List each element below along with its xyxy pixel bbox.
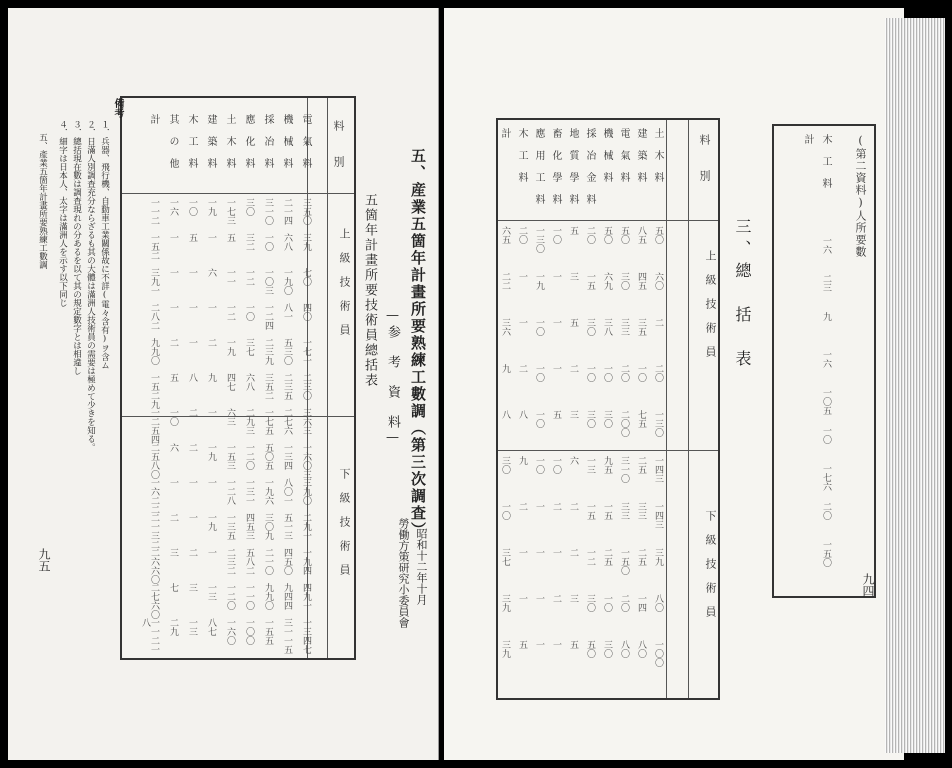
- left_page-table-cell: 八一: [282, 303, 292, 321]
- left_page-table-cell: 二三〇: [301, 373, 311, 400]
- left_page-table-cell: 六: [206, 268, 216, 277]
- left_page-table-cell: 一三四: [282, 443, 292, 470]
- left_page-table-cell: 二九一: [301, 513, 311, 540]
- left-page-number: 九五: [37, 548, 51, 572]
- left_page-row-label: 應 化 料: [243, 114, 254, 169]
- right_page-table-cell: 三三: [636, 502, 646, 520]
- left-table-header-upper: 上 級 技 術 員: [338, 228, 351, 336]
- left_page-table-cell: 六八: [244, 373, 254, 391]
- right_page-table-cell: 三: [568, 410, 578, 419]
- left_page-table-cell: 三九一: [149, 268, 159, 295]
- left_page-table-cell: 四五〇: [282, 548, 292, 575]
- left_page-table-cell: 三: [187, 583, 197, 592]
- right_page-table-cell: 一五: [602, 502, 612, 520]
- left_page-table-cell: 三〇九: [263, 513, 273, 540]
- right_page-table-cell: 三三: [619, 502, 629, 520]
- left_page-table-cell: 二: [187, 443, 197, 452]
- left_page-table-cell: 二三九: [263, 338, 273, 365]
- right_page-row-label: 木 工 料: [516, 128, 527, 183]
- left_page-table-cell: 一五二九: [149, 373, 159, 409]
- left-table-rule: [327, 98, 328, 658]
- right_page-table-cell: 一三〇: [653, 410, 663, 437]
- left_page-table-cell: 一七三: [225, 198, 235, 225]
- left_page-table-cell: 五: [187, 233, 197, 242]
- left_page-row-label: 機 械 料: [281, 114, 292, 169]
- left_page-table-cell: 三二: [244, 233, 254, 251]
- top-table-cell: 一七六: [821, 464, 831, 491]
- top-table-cell: 二三: [821, 274, 831, 292]
- left_page-row-label: 其 の 他: [167, 114, 178, 169]
- left_page-table-cell: 一: [187, 478, 197, 487]
- right_page-row-label: 計: [499, 128, 510, 139]
- right_page-table-cell: 一二: [585, 548, 595, 566]
- left_page-row-label: 木 工 料: [186, 114, 197, 169]
- right_page-table-cell: 一三: [585, 456, 595, 474]
- left_page-table-cell: 一〇: [244, 303, 254, 321]
- left_page-table-cell: 四七: [225, 373, 235, 391]
- left_page-table-cell: 一三五: [225, 513, 235, 540]
- left_page-table-cell: 一三: [187, 618, 197, 636]
- left_page-table-cell: 一一: [225, 268, 235, 286]
- right_page-table-cell: 二: [517, 364, 527, 373]
- right_page-table-cell: 二五: [636, 548, 646, 566]
- right_page-table-cell: 三〇: [619, 272, 629, 290]
- right_page-table-cell: 一四: [636, 594, 646, 612]
- left_page-table-cell: 一九: [206, 198, 216, 216]
- left_page-table-cell: 六: [168, 443, 178, 452]
- right-table-header-lower: 下 級 技 術 員: [704, 510, 717, 618]
- right_page-table-cell: 八: [500, 410, 510, 419]
- right-page-number: 九四: [861, 573, 875, 597]
- right_page-table-cell: 五: [568, 640, 578, 649]
- top-table-cell: 一〇: [821, 426, 831, 444]
- right-top-table: [772, 124, 876, 598]
- left_page-table-cell: 一: [206, 548, 216, 557]
- right_page-row-label: 應 用 工 料: [533, 128, 544, 205]
- left-table-header-category: 料 別: [332, 120, 345, 168]
- left_page-table-cell: 九: [206, 373, 216, 382]
- right_page-table-cell: 九: [517, 456, 527, 465]
- right_page-table-cell: 二: [568, 548, 578, 557]
- right_page-table-cell: 一三〇: [534, 226, 544, 253]
- left_page-table-cell: 二七六〇: [149, 583, 159, 619]
- left_page-table-cell: 一二〇: [244, 443, 254, 470]
- right_page-table-cell: 五: [568, 226, 578, 235]
- left-section-title: 五、産業五箇年計畫所要熟練工數調（第三次調査）: [409, 148, 427, 539]
- right_page-table-cell: 四五: [636, 272, 646, 290]
- top-table-cell: 一六: [821, 236, 831, 254]
- left_page-table-cell: 二九三: [244, 408, 254, 435]
- left_page-table-cell: 二: [168, 338, 178, 347]
- left_page-table-cell: 七: [168, 583, 178, 592]
- left_page-table-cell: 五八二: [244, 548, 254, 575]
- left_page-table-cell: 一六〇: [225, 618, 235, 645]
- right_page-table-cell: 三〇: [500, 456, 510, 474]
- right_page-table-cell: 一: [551, 548, 561, 557]
- right_page-table-cell: 二〇: [517, 226, 527, 244]
- right_page-table-cell: 三〇: [585, 318, 595, 336]
- left_page-table-cell: 二八二: [149, 303, 159, 330]
- right-section-heading: 三、總 括 表: [733, 218, 752, 372]
- right_page-table-cell: 二五: [602, 548, 612, 566]
- left_page-table-cell: 二: [187, 408, 197, 417]
- right_page-table-cell: 三: [568, 594, 578, 603]
- right_page-table-cell: 八: [517, 410, 527, 419]
- right_page-table-cell: 九: [500, 364, 510, 373]
- right_page-table-cell: 三: [568, 272, 578, 281]
- right_page-table-cell: 二: [517, 502, 527, 511]
- right_page-table-cell: 一〇: [534, 318, 544, 336]
- left_page-table-cell: 一五五: [263, 618, 273, 645]
- right_page-table-cell: 一五: [585, 272, 595, 290]
- left_page-table-cell: 一六: [168, 198, 178, 216]
- left_page-table-cell: 三七: [244, 338, 254, 356]
- right_page-table-cell: 三七: [500, 548, 510, 566]
- left_page-table-cell: 一二: [244, 268, 254, 286]
- right_page-table-cell: 二〇: [653, 364, 663, 382]
- right_page-table-cell: 二: [551, 502, 561, 511]
- left_page-table-cell: 一: [187, 303, 197, 312]
- left_page-table-cell: 一五三: [225, 443, 235, 470]
- right_page-table-cell: 三五: [636, 318, 646, 336]
- left_page-table-cell: 三一一五: [282, 618, 292, 654]
- right_page-table-cell: 一〇: [602, 364, 612, 382]
- left_page-table-cell: 二一三二: [149, 513, 159, 549]
- left_page-table-cell: 三一〇: [263, 198, 273, 225]
- right_page-table-cell: 三三: [619, 318, 629, 336]
- right_page-table-cell: 二〇: [585, 226, 595, 244]
- right-table-header-category: 料 別: [698, 134, 711, 182]
- right_page-table-cell: 三九: [653, 548, 663, 566]
- left_page-table-cell: 二五八〇: [149, 443, 159, 479]
- left_page-table-cell: 三: [168, 548, 178, 557]
- left_page-table-cell: 七〇: [301, 268, 311, 286]
- left_page-table-cell: 一: [206, 303, 216, 312]
- left-total-table: [120, 96, 356, 660]
- right_page-table-cell: 三六: [500, 318, 510, 336]
- right_page-table-cell: 一: [534, 548, 544, 557]
- left_page-table-cell: 一三: [206, 583, 216, 601]
- right_page-table-cell: 五〇: [602, 226, 612, 244]
- right-table-header-upper: 上 級 技 術 員: [704, 250, 717, 358]
- left_page-table-cell: 三六三: [301, 408, 311, 435]
- note-2: ２．日滿人別調査充分ならざるも其の大體は滿洲人技術員の需要は極めて少きを知る。: [85, 120, 96, 452]
- left_page-table-cell: 三五二: [263, 373, 273, 400]
- left_page-table-cell: 一九: [206, 513, 216, 531]
- left_page-row-label: 電 氣 料: [300, 114, 311, 169]
- right-table-rule: [498, 220, 718, 221]
- right_page-table-cell: 二二: [500, 272, 510, 290]
- right_page-table-cell: 三九: [500, 640, 510, 658]
- left_page-row-label: 採 冶 料: [262, 114, 273, 169]
- right-page: [444, 8, 904, 760]
- right_page-row-label: 畜 化 學 料: [550, 128, 561, 205]
- left_page-table-cell: 三九: [301, 233, 311, 251]
- right_page-table-cell: 七五: [636, 410, 646, 428]
- top-table-cell: 一〇五: [821, 388, 831, 415]
- right_page-table-cell: 二五: [636, 456, 646, 474]
- right_page-table-cell: 一〇: [500, 502, 510, 520]
- right_page-table-cell: 一: [551, 364, 561, 373]
- right_page-row-label: 機 械 料: [601, 128, 612, 183]
- left_page-table-cell: 一: [187, 513, 197, 522]
- left_page-table-cell: 一六二二: [149, 478, 159, 514]
- right_page-table-cell: 五: [551, 410, 561, 419]
- right_page-table-cell: 一: [517, 272, 527, 281]
- right_page-table-cell: 五: [568, 318, 578, 327]
- left_page-table-cell: 一六〇三: [301, 443, 311, 479]
- left_page-table-cell: 一〇〇: [244, 618, 254, 645]
- left_page-table-cell: 六八: [282, 233, 292, 251]
- left_page-table-cell: 一〇: [168, 408, 178, 426]
- right_page-table-cell: 六: [568, 456, 578, 465]
- right_page-row-label: 採 冶 金 料: [584, 128, 595, 205]
- left_page-table-cell: 九九〇: [149, 338, 159, 365]
- left_page-table-cell: 二: [187, 548, 197, 557]
- left_page-table-cell: 三五〇: [301, 198, 311, 225]
- left_page-table-cell: 六三: [225, 408, 235, 426]
- left_page-table-cell: 二一四: [282, 198, 292, 225]
- left_page-table-cell: 八: [187, 373, 197, 382]
- right_page-table-cell: 三一〇: [619, 456, 629, 483]
- left_page-table-cell: 一九: [206, 443, 216, 461]
- left_page-table-cell: 二三二: [225, 548, 235, 575]
- right_page-table-cell: 一: [534, 640, 544, 649]
- right_page-table-cell: 三〇: [602, 410, 612, 428]
- right_page-table-cell: 一: [517, 548, 527, 557]
- right_page-table-cell: 五〇: [619, 226, 629, 244]
- left_page-table-cell: 一: [206, 478, 216, 487]
- right_page-table-cell: 一九: [534, 272, 544, 290]
- right_page-table-cell: 二: [568, 502, 578, 511]
- right_page-table-cell: 一: [517, 318, 527, 327]
- right_page-table-cell: 一〇: [585, 364, 595, 382]
- left_page-table-cell: 一: [187, 338, 197, 347]
- right_page-table-cell: 三八: [602, 318, 612, 336]
- left-page: [8, 8, 439, 760]
- right_page-table-cell: 五: [517, 640, 527, 649]
- left_page-table-cell: 一: [168, 233, 178, 242]
- left_page-table-cell: 二六六〇: [149, 548, 159, 584]
- left_page-table-cell: 一九〇: [282, 268, 292, 295]
- left-table-rule: [122, 193, 354, 194]
- right_page-table-cell: 二: [568, 364, 578, 373]
- right_page-table-cell: 一五〇: [619, 548, 629, 575]
- left_page-table-cell: 三〇: [244, 198, 254, 216]
- left_page-table-cell: 一二五四: [149, 408, 159, 444]
- left_page-table-cell: 一: [187, 268, 197, 277]
- right-total-table: [496, 118, 720, 700]
- right-table-rule: [498, 450, 718, 451]
- right_page-table-cell: 二: [653, 318, 663, 327]
- right_page-row-label: 電 氣 料: [618, 128, 629, 183]
- left_page-table-cell: 一〇: [263, 233, 273, 251]
- right_page-table-cell: 一〇: [534, 410, 544, 428]
- top-table-cell: 二〇: [821, 502, 831, 520]
- right_page-table-cell: 一〇: [551, 456, 561, 474]
- right_page-table-cell: 一: [551, 640, 561, 649]
- right_page-row-label: 土 木 料: [652, 128, 663, 183]
- left_page-table-cell: 二: [168, 513, 178, 522]
- left_page-table-cell: 九四四: [282, 583, 292, 610]
- right_page-table-cell: 一: [517, 594, 527, 603]
- right_page-table-cell: 一: [534, 594, 544, 603]
- right_page-table-cell: 六五: [500, 226, 510, 244]
- top-table-cell: 九: [821, 312, 831, 321]
- right_page-table-cell: 三〇: [602, 640, 612, 658]
- left_page-row-label: 土 木 料: [224, 114, 235, 169]
- note-1: １．兵器、飛行機、自動車工業關係故に不詳(電々含有)ヲ含ム: [99, 120, 110, 370]
- left_page-table-cell: 八〇一: [282, 478, 292, 505]
- top-table-caption: (第二資料)人所要數: [854, 134, 867, 258]
- footer-caption: 五、產業五箇年計畫所要熟練工數調: [37, 133, 48, 269]
- right_page-table-cell: 一五: [585, 502, 595, 520]
- left_page-table-cell: 一九四: [301, 548, 311, 575]
- right_page-table-cell: 二〇: [619, 594, 629, 612]
- top-table-label-1: 木 工 料: [820, 134, 831, 189]
- right_page-table-cell: 六〇: [653, 272, 663, 290]
- right_page-table-cell: 一四三: [653, 456, 663, 483]
- right_page-row-label: 建 築 料: [635, 128, 646, 183]
- left_page-table-cell: 一二: [225, 303, 235, 321]
- left-date: 昭和十二年十月: [415, 528, 428, 605]
- right_page-table-cell: 三〇: [585, 594, 595, 612]
- right_page-table-cell: 一〇: [602, 594, 612, 612]
- right_page-table-cell: 一〇: [551, 226, 561, 244]
- right_page-table-cell: 五〇: [585, 640, 595, 658]
- left_page-table-cell: 一二八: [225, 478, 235, 505]
- left_page-table-cell: 一五二: [149, 233, 159, 260]
- left_page-table-cell: 一〇三: [263, 268, 273, 295]
- left_page-table-cell: 一: [168, 303, 178, 312]
- left_page-table-cell: 四五三: [244, 513, 254, 540]
- left_page-table-cell: 五〇五: [263, 443, 273, 470]
- left_page-table-cell: 二三五: [282, 373, 292, 400]
- left_page-row-label: 建 築 料: [205, 114, 216, 169]
- left-subtitle: —参 考 資 料—: [385, 308, 400, 447]
- left_page-table-cell: 一一二: [149, 198, 159, 225]
- right_page-table-cell: 二〇: [619, 364, 629, 382]
- left_page-table-cell: 一: [206, 233, 216, 242]
- right_page-table-cell: 五〇: [653, 226, 663, 244]
- left_page-table-cell: 一: [168, 478, 178, 487]
- right_page-table-cell: 八五: [636, 226, 646, 244]
- left_page-table-cell: 五: [168, 373, 178, 382]
- left_page-table-cell: 二九: [168, 618, 178, 636]
- notes-title: 備考: [112, 98, 123, 118]
- left-table-title: 五箇年計畫所要技術員總括表: [362, 193, 377, 388]
- right_page-table-cell: 一〇: [534, 456, 544, 474]
- right_page-table-cell: 三九: [500, 594, 510, 612]
- left_page-table-cell: 一二〇: [225, 583, 235, 610]
- right_page-table-cell: 一: [534, 502, 544, 511]
- top-table-cell: 一五〇: [821, 540, 831, 567]
- left_page-table-cell: 一九六: [263, 478, 273, 505]
- left_page-table-cell: 一〇: [187, 198, 197, 216]
- left_page-table-cell: 五三〇: [282, 338, 292, 365]
- right-table-rule: [688, 120, 689, 698]
- left_page-row-label: 計: [148, 114, 159, 125]
- left-table-header-lower: 下 級 技 術 員: [338, 468, 351, 576]
- right_page-row-label: 地 質 學 料: [567, 128, 578, 205]
- left_page-table-cell: 五一三: [282, 513, 292, 540]
- left_page-table-cell: 一七五: [263, 408, 273, 435]
- right_page-table-cell: 八〇: [653, 594, 663, 612]
- note-3: ３．總括現在數は調査現れの分あるを以て其の規定數字とは相違し: [71, 120, 82, 375]
- left_page-table-cell: 二: [206, 338, 216, 347]
- right_page-table-cell: 六九: [602, 272, 612, 290]
- right_page-table-cell: 一: [551, 318, 561, 327]
- right_page-table-cell: 一〇: [534, 364, 544, 382]
- left_page-table-cell: 一: [206, 408, 216, 417]
- left_page-table-cell: 一二四: [263, 303, 273, 330]
- right_page-table-cell: 九五: [602, 456, 612, 474]
- right-table-rule: [666, 120, 667, 698]
- left_page-table-cell: 一一二一八: [140, 618, 159, 654]
- right_page-table-cell: 一: [551, 272, 561, 281]
- left_page-table-cell: 一九: [225, 338, 235, 356]
- top-table-cell: 一六: [821, 350, 831, 368]
- right_page-table-cell: 八〇: [619, 640, 629, 658]
- left_page-table-cell: 二七六: [282, 408, 292, 435]
- right_page-table-cell: 二〇〇: [619, 410, 629, 437]
- left_page-table-cell: 九九〇: [263, 583, 273, 610]
- left_page-table-cell: 一三四七: [301, 618, 311, 654]
- left_page-table-cell: 四九一: [301, 583, 311, 610]
- left_page-table-cell: 二一〇: [263, 548, 273, 575]
- top-table-label-2: 計: [802, 134, 813, 145]
- right_page-table-cell: 二: [551, 594, 561, 603]
- left_page-table-cell: 一: [168, 268, 178, 277]
- left_page-table-cell: 一七一: [301, 338, 311, 365]
- book-page-edges: [885, 18, 945, 753]
- left-author: 勞働方策研究小委員會: [397, 518, 410, 628]
- left_page-table-cell: 四〇: [301, 303, 311, 321]
- left_page-table-cell: 一三一: [244, 478, 254, 505]
- right_page-table-cell: 一〇〇: [653, 640, 663, 667]
- left_page-table-cell: 一一〇: [244, 583, 254, 610]
- left_page-table-cell: 八七: [206, 618, 216, 636]
- left_page-table-cell: 三九〇: [301, 478, 311, 505]
- right_page-table-cell: 三〇: [585, 410, 595, 428]
- left_page-table-cell: 五: [225, 233, 235, 242]
- right_page-table-cell: 一〇: [636, 364, 646, 382]
- right_page-table-cell: 一四三: [653, 502, 663, 529]
- right_page-table-cell: 八〇: [636, 640, 646, 658]
- note-4: ４．細字は日本人、太字は滿洲人を示す以下同じ: [57, 120, 68, 307]
